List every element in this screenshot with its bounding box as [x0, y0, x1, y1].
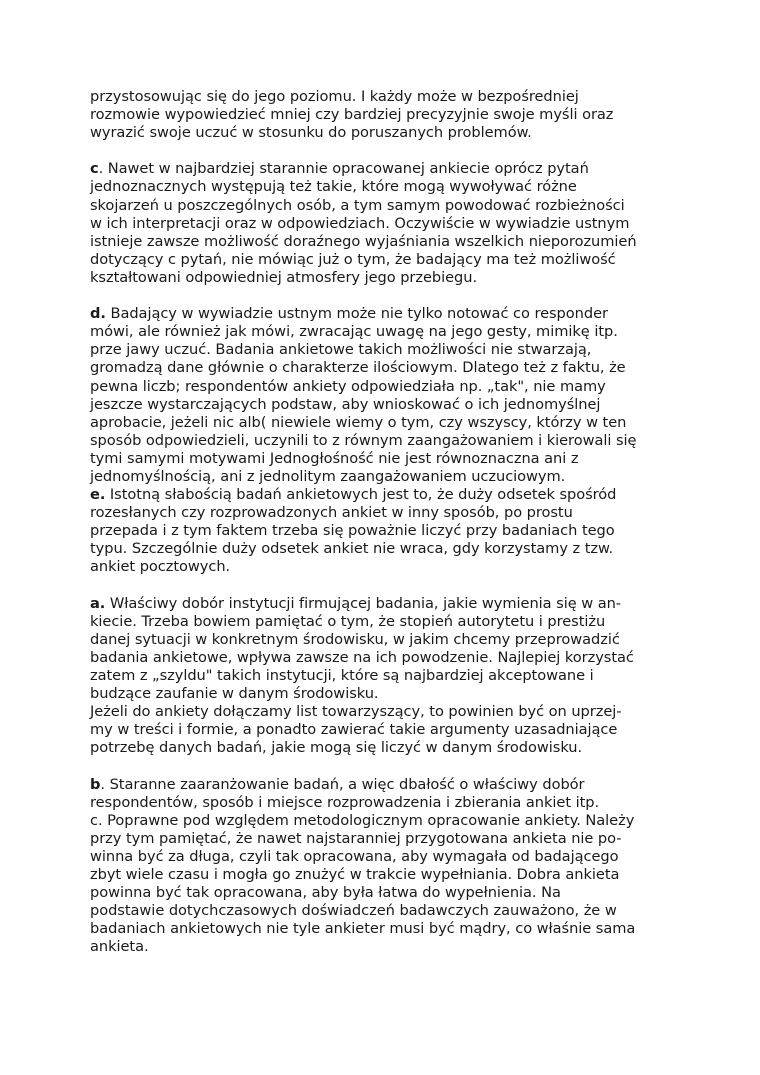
line-text: kształtowani odpowiedniej atmosfery jego przebiegu.	[90, 268, 478, 286]
line-text: w ich interpretacji oraz w odpowiedziach. Oczywiście w wywiadzie ustnym	[90, 214, 630, 232]
text-line	[90, 631, 690, 649]
text-line	[90, 920, 690, 938]
text-line	[90, 88, 690, 106]
line-text: gromadzą dane głównie o charakterze ilościowym. Dlatego też z faktu, że	[90, 359, 626, 377]
text-line	[90, 305, 690, 323]
text-line	[90, 902, 690, 920]
line-text: podstawie dotychczasowych doświadczeń badawczych zauważono, że w	[90, 902, 617, 920]
line-text: przy tym pamiętać, że nawet najstaranniej przygotowana ankieta nie po-	[90, 829, 622, 847]
text-line	[90, 866, 690, 884]
line-text: kiecie. Trzeba bowiem pamiętać o tym, że stopień autorytetu i prestiżu	[90, 612, 606, 630]
paragraph	[90, 160, 690, 287]
line-text: prze jawy uczuć. Badania ankietowe takich możliwości nie stwarzają,	[90, 341, 592, 359]
line-text: Istotną słabością badań ankietowych jest to, że duży odsetek spośród	[105, 486, 617, 504]
text-line	[90, 468, 690, 486]
line-text: jednomyślnością, ani z jednolitym zaangażowaniem uczuciowym.	[90, 467, 566, 485]
text-line	[90, 685, 690, 703]
line-text: winna być za długa, czyli tak opracowana, aby wymagała od badającego	[90, 847, 619, 865]
line-text: . Staranne zaaranżowanie badań, a więc dbałość o właściwy dobór	[100, 775, 585, 793]
paragraph	[90, 776, 690, 957]
document-page	[90, 88, 690, 957]
paragraph-marker: b	[90, 775, 101, 793]
line-text: budzące zaufanie w danym środowisku.	[90, 685, 379, 703]
line-text: Jeżeli do ankiety dołączamy list towarzyszący, to powinien być on uprzej-	[90, 703, 622, 721]
text-line	[90, 359, 690, 377]
line-text: badaniach ankietowych nie tyle ankieter musi być mądry, co właśnie sama	[90, 920, 636, 938]
line-text: potrzebę danych badań, jakie mogą się liczyć w danym środowisku.	[90, 739, 583, 757]
text-line	[90, 938, 690, 956]
paragraph-marker: d.	[90, 305, 106, 323]
line-text: jednoznacznych występują też takie, które mogą wywoływać różne	[90, 178, 577, 196]
text-line	[90, 178, 690, 196]
paragraph-gap	[90, 757, 690, 775]
line-text: my w treści i formie, a ponadto zawierać takie argumenty uzasadniające	[90, 721, 618, 739]
line-text: c. Poprawne pod względem metodologicznym opracowanie ankiety. Należy	[90, 811, 635, 829]
text-line	[90, 414, 690, 432]
line-text: . Nawet w najbardziej starannie opracowanej ankiecie oprócz pytań	[98, 160, 589, 178]
line-text: sposób odpowiedzieli, uczynili to z równym zaangażowaniem i kierowali się	[90, 431, 637, 449]
line-text: Badający w wywiadzie ustnym może nie tylko notować co responder	[105, 305, 608, 323]
line-text: wyrazić swoje uczuć w stosunku do poruszanych problemów.	[90, 124, 532, 142]
text-line	[90, 341, 690, 359]
text-line	[90, 486, 690, 504]
line-text: respondentów, sposób i miejsce rozprowadzenia i zbierania ankiet itp.	[90, 793, 600, 811]
line-text: przepada i z tym faktem trzeba się poważnie liczyć przy badaniach tego	[90, 522, 615, 540]
line-text: danej sytuacji w konkretnym środowisku, w jakim chcemy przeprowadzić	[90, 630, 620, 648]
line-text: skojarzeń u poszczególnych osób, a tym samym powodować rozbieżności	[90, 196, 625, 214]
line-text: dotyczący c pytań, nie mówiąc już o tym, że badający ma też możliwość	[90, 250, 616, 268]
line-text: powinna być tak opracowana, aby była łatwa do wypełnienia. Na	[90, 884, 561, 902]
text-line	[90, 649, 690, 667]
text-line	[90, 595, 690, 613]
text-line	[90, 830, 690, 848]
line-text: rozmowie wypowiedzieć mniej czy bardziej precyzyjnie swoje myśli oraz	[90, 106, 614, 124]
line-text: zatem z „szyldu" takich instytucji, które są najbardziej akceptowane i	[90, 667, 594, 684]
line-text: pewna liczb; respondentów ankiety odpowiedziała np. „tak", nie mamy	[90, 377, 606, 395]
paragraph	[90, 595, 690, 758]
text-line	[90, 432, 690, 450]
text-line	[90, 848, 690, 866]
line-text: zbyt wiele czasu i mogła go znużyć w trakcie wypełniania. Dobra ankieta	[90, 866, 620, 884]
text-line	[90, 703, 690, 721]
paragraph-gap	[90, 287, 690, 305]
text-line	[90, 721, 690, 739]
text-line	[90, 558, 690, 576]
text-line	[90, 450, 690, 468]
text-line	[90, 106, 690, 124]
text-line	[90, 269, 690, 287]
text-line	[90, 739, 690, 757]
line-text: aprobacie, jeżeli nic alb( niewiele wiemy o tym, czy wszyscy, którzy w ten	[90, 413, 627, 431]
text-line	[90, 613, 690, 631]
text-line	[90, 160, 690, 178]
text-line	[90, 197, 690, 215]
text-line	[90, 396, 690, 414]
line-text: badania ankietowe, wpływa zawsze na ich powodzenie. Najlepiej korzystać	[90, 648, 634, 666]
text-line	[90, 776, 690, 794]
text-line	[90, 215, 690, 233]
line-text: przystosowując się do jego poziomu. I każdy może w bezpośredniej	[90, 88, 579, 105]
paragraph-marker: e.	[90, 486, 106, 504]
text-line	[90, 540, 690, 558]
text-line	[90, 884, 690, 902]
paragraph	[90, 88, 690, 142]
paragraph-gap	[90, 577, 690, 595]
line-text: istnieje zawsze możliwość doraźnego wyjaśniania wszelkich nieporozumień	[90, 232, 637, 250]
line-text: ankiet pocztowych.	[90, 558, 231, 576]
text-line	[90, 812, 690, 830]
text-line	[90, 323, 690, 341]
paragraph	[90, 305, 690, 486]
text-line	[90, 504, 690, 522]
text-line	[90, 378, 690, 396]
text-line	[90, 124, 690, 142]
text-line	[90, 251, 690, 269]
text-line	[90, 522, 690, 540]
text-line	[90, 667, 690, 685]
text-line	[90, 233, 690, 251]
line-text: ankieta.	[90, 938, 149, 956]
paragraph-marker: a.	[90, 594, 106, 612]
line-text: typu. Szczególnie duży odsetek ankiet nie wraca, gdy korzystamy z tzw.	[90, 540, 614, 558]
paragraph	[90, 486, 690, 576]
line-text: tymi samymi motywami Jednogłośność nie jest równoznaczna ani z	[90, 449, 579, 467]
line-text: rozesłanych czy rozprowadzonych ankiet w inny sposób, po prostu	[90, 504, 573, 522]
paragraph-gap	[90, 142, 690, 160]
line-text: mówi, ale również jak mówi, zwracając uwagę na jego gesty, mimikę itp.	[90, 323, 618, 341]
line-text: jeszcze wystarczających podstaw, aby wnioskować o ich jednomyślnej	[90, 395, 601, 413]
paragraph-marker: c	[90, 160, 99, 178]
line-text: Właściwy dobór instytucji firmującej badania, jakie wymienia się w an-	[105, 594, 622, 612]
text-line	[90, 794, 690, 812]
